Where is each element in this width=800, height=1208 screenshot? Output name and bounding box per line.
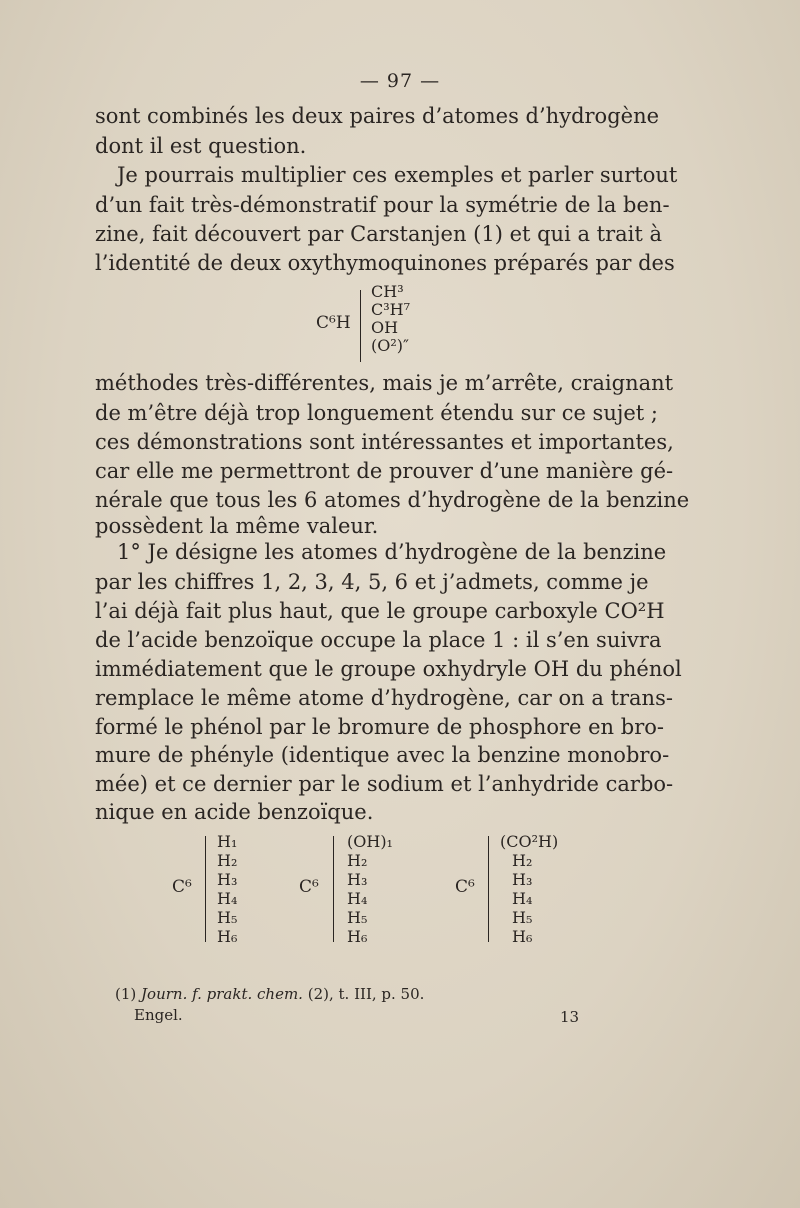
formula-brace [488,836,489,942]
formula-item: H₃ [347,870,368,889]
formula-item: H₁ [217,832,238,851]
footnote [115,985,424,1003]
text-line: remplace le même atome d’hydrogène, car on a trans- [95,686,673,710]
text-line: immédiatement que le groupe oxhydryle OH du phénol [95,657,682,681]
text-line: nérale que tous les 6 atomes d’hydrogène de la benzine [95,488,690,512]
text-line: par les chiffres 1, 2, 3, 4, 5, 6 et j’admets, comme je [95,570,649,594]
formula-item: H₄ [512,889,533,908]
text-line: de l’acide benzoïque occupe la place 1 : il s’en suivra [95,628,662,652]
text-line: nique en acide benzoïque. [95,800,374,824]
signature: Engel. [134,1006,183,1024]
formula-item: OH [371,318,399,337]
formula-item: H₅ [217,908,238,927]
text-line: 1° Je désigne les atomes d’hydrogène de la benzine [117,540,667,564]
formula-item: H₃ [217,870,238,889]
formula-item: C³H⁷ [371,300,411,319]
formula-lead: C⁶H [316,313,351,333]
formula-item: H₅ [347,908,368,927]
text-line: de m’être déjà trop longuement étendu sur ce sujet ; [95,401,658,425]
formula-item: (OH)₁ [347,832,393,851]
text-line: possèdent la même valeur. [95,514,379,538]
formula-item: (O²)″ [371,336,409,355]
text-line: dont il est question. [95,134,307,158]
formula-item: CH³ [371,282,404,301]
formula-lead: C⁶ [299,877,319,897]
text-line: ces démonstrations sont intéressantes et importantes, [95,430,674,454]
formula-item: (CO²H) [500,832,559,851]
signature-number: 13 [560,1008,580,1026]
text-line: sont combinés les deux paires d’atomes d’hydrogène [95,104,660,128]
text-line: mée) et ce dernier par le sodium et l’anhydride carbo- [95,772,674,796]
text-line: zine, fait découvert par Carstanjen (1) et qui a trait à [95,222,663,246]
footnote-rest: (2), t. III, p. 50. [307,985,425,1003]
formula-item: H₅ [512,908,533,927]
formula-item: H₂ [512,851,533,870]
footnote-mark: (1) [115,985,137,1003]
formula-item: H₃ [512,870,533,889]
text-line: l’identité de deux oxythymoquinones préparés par des [95,251,675,275]
page-number: — 97 — [359,70,441,92]
formula-item: H₂ [347,851,368,870]
formula-brace [360,290,361,362]
text-line: car elle me permettront de prouver d’une manière gé- [95,459,674,483]
text-line: Je pourrais multiplier ces exemples et parler surtout [117,163,678,187]
formula-brace [205,836,206,942]
text-line: l’ai déjà fait plus haut, que le groupe carboxyle CO²H [95,599,665,623]
formula-item: H₂ [217,851,238,870]
formula-item: H₄ [217,889,238,908]
text-line: formé le phénol par le bromure de phosphore en bro- [95,715,664,739]
formula-item: H₆ [512,927,533,946]
formula-item: H₆ [347,927,368,946]
footnote-journal: Journ. f. prakt. chem. [141,985,303,1003]
formula-lead: C⁶ [172,877,192,897]
text-line: d’un fait très-démonstratif pour la symétrie de la ben- [95,193,670,217]
text-line: méthodes très-différentes, mais je m’arrête, craignant [95,371,674,395]
formula-item: H₄ [347,889,368,908]
formula-item: H₆ [217,927,238,946]
formula-lead: C⁶ [455,877,475,897]
formula-brace [333,836,334,942]
text-line: mure de phényle (identique avec la benzine monobro- [95,743,670,767]
